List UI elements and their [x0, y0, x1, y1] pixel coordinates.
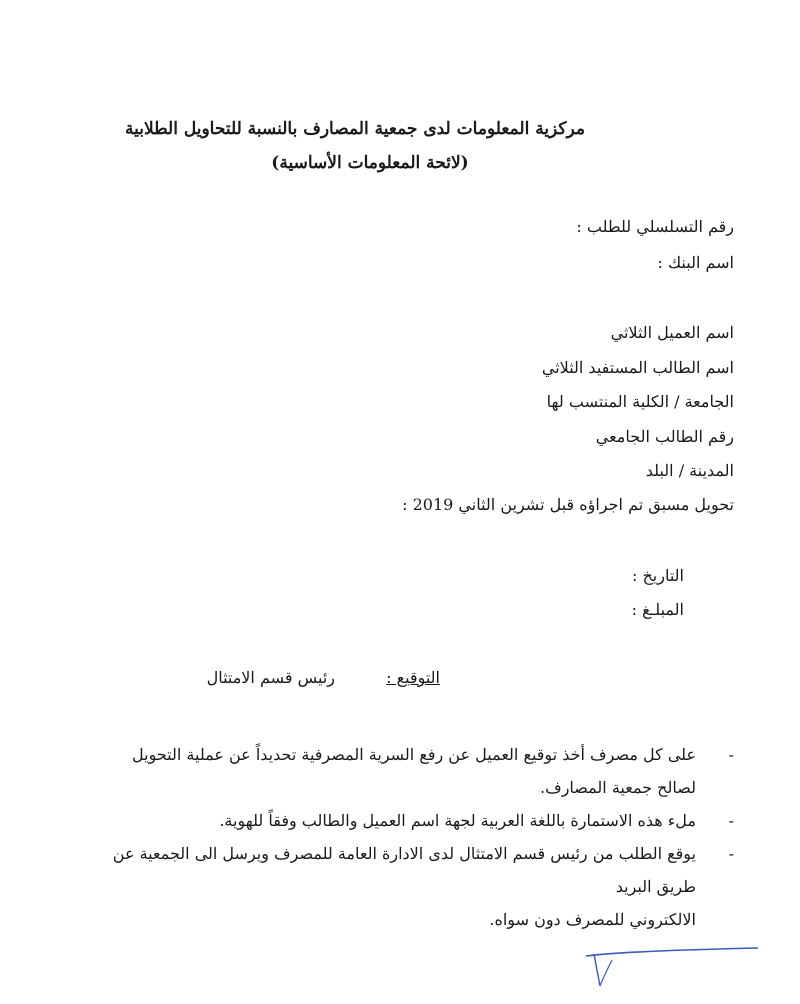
field-amount: المبلـغ : [631, 600, 684, 619]
field-client-name: اسم العميل الثلاثي [610, 323, 734, 342]
note-item [74, 804, 734, 837]
note-text: يوقع الطلب من رئيس قسم الامتثال لدى الادارة العامة للمصرف ويرسل الى الجمعية عن [112, 844, 696, 863]
title-line-1: مركزية المعلومات لدى جمعية المصارف بالنسبة للتحاويل الطلابية [124, 119, 586, 139]
field-date: التاريخ : [631, 566, 684, 585]
note-dash: - [728, 745, 734, 764]
signature-label: التوقيع : [386, 668, 440, 687]
note-text-continued: طريق البريد [615, 877, 696, 896]
title-line-2: (لائحة المعلومات الأساسية) [271, 153, 469, 173]
field-city: المدينة / البلد [645, 461, 734, 480]
field-serial: رقم التسلسلي للطلب : [576, 217, 734, 236]
signature-name: رئيس قسم الامتثال [206, 668, 336, 687]
field-bank: اسم البنك : [657, 253, 734, 272]
note-item [74, 837, 734, 903]
note-text-continued: لصالح جمعية المصارف. [540, 778, 696, 797]
field-previous-transfer: تحويل مسبق تم اجراؤه قبل تشرين الثاني 2019 : [402, 495, 734, 514]
note-item [74, 738, 734, 804]
document-title [0, 112, 800, 180]
notes-list [74, 738, 734, 936]
note-text: على كل مصرف أخذ توقيع العميل عن رفع السرية المصرفية تحديداً عن عملية التحويل [132, 745, 696, 764]
signature-line [207, 668, 440, 687]
note-dash: - [728, 811, 734, 830]
note-dash: - [728, 844, 734, 863]
field-university: الجامعة / الكلية المنتسب لها [546, 392, 734, 411]
note-text: ملء هذه الاستمارة باللغة العربية لجهة اسم العميل والطالب وفقاً للهوية. [219, 811, 696, 830]
handwritten-signature-mark [582, 930, 762, 990]
note-extra-text: الالكتروني للمصرف دون سواه. [489, 910, 696, 929]
field-student-name: اسم الطالب المستفيد الثلاثي [541, 358, 734, 377]
field-student-number: رقم الطالب الجامعي [595, 427, 734, 446]
